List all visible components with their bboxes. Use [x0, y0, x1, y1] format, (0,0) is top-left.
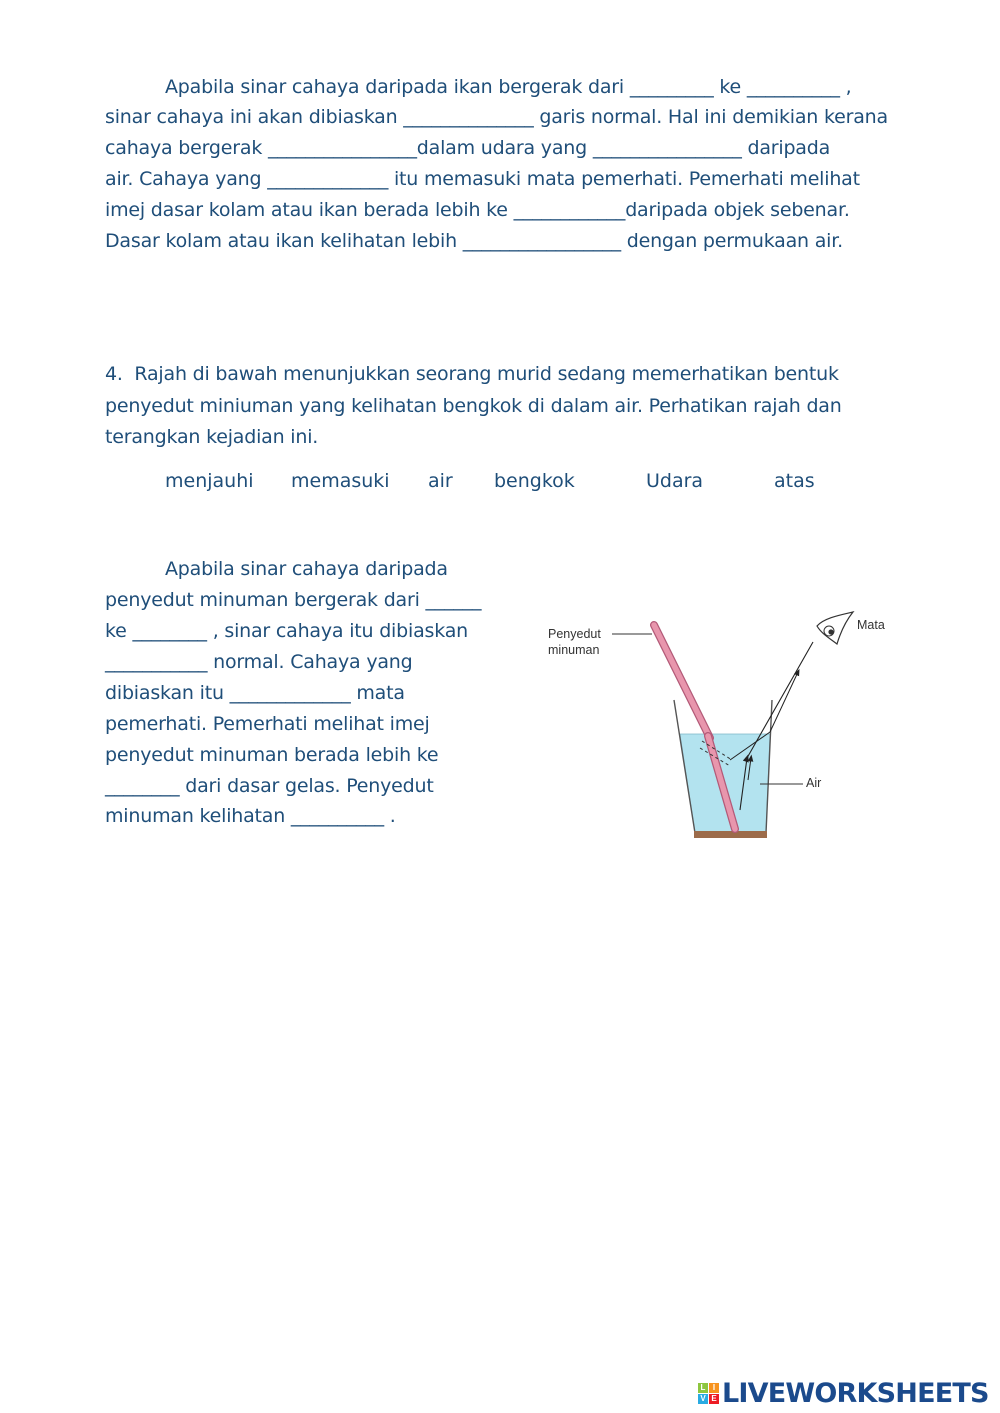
word-bank-item[interactable]: memasuki — [291, 470, 390, 492]
glass-base — [694, 831, 767, 838]
passage-1-line: Dasar kolam atau ikan kelihatan lebih _________________ dengan permukaan air. — [105, 230, 843, 252]
passage-2-line: ke ________ , sinar cahaya itu dibiaskan — [105, 620, 468, 642]
passage-2-line: ________ dari dasar gelas. Penyedut — [105, 775, 434, 797]
logo-letter: E — [709, 1394, 719, 1404]
passage-2-line: pemerhati. Pemerhati melihat imej — [105, 713, 430, 735]
passage-1-line: Apabila sinar cahaya daripada ikan bergerak dari _________ ke __________ , — [165, 76, 852, 98]
straw-fill — [654, 625, 710, 738]
passage-2-line: ___________ normal. Cahaya yang — [105, 651, 413, 673]
passage-2-line: penyedut minuman berada lebih ke — [105, 744, 439, 766]
logo-letter: V — [698, 1394, 708, 1404]
liveworksheets-logo — [698, 1378, 989, 1408]
eye-label: Mata — [857, 618, 885, 632]
straw-label: Penyedut — [548, 627, 601, 641]
light-ray — [770, 672, 798, 732]
passage-1-line: cahaya bergerak ________________dalam udara yang ________________ daripada — [105, 137, 831, 159]
question-4-line: 4. Rajah di bawah menunjukkan seorang murid sedang memerhatikan bentuk — [105, 363, 839, 385]
logo-letter: I — [709, 1383, 719, 1393]
passage-2-line: dibiaskan itu _____________ mata — [105, 682, 405, 704]
logo-text: LIVEWORKSHEETS — [722, 1377, 989, 1409]
word-bank-item[interactable]: atas — [774, 470, 815, 492]
word-bank-item[interactable]: bengkok — [494, 470, 575, 492]
word-bank-item[interactable]: air — [428, 470, 453, 492]
passage-1-line: sinar cahaya ini akan dibiaskan ______________ garis normal. Hal ini demikian kerana — [105, 106, 888, 128]
passage-2-line: Apabila sinar cahaya daripada — [165, 558, 448, 580]
passage-1-line: air. Cahaya yang _____________ itu memasuki mata pemerhati. Pemerhati melihat — [105, 168, 860, 190]
straw-label: minuman — [548, 643, 600, 657]
passage-1-line: imej dasar kolam atau ikan berada lebih ke ____________daripada objek sebenar. — [105, 199, 850, 221]
passage-2-line: minuman kelihatan __________ . — [105, 805, 396, 827]
logo-letter: L — [698, 1383, 708, 1393]
passage-2-line: penyedut minuman bergerak dari ______ — [105, 589, 482, 611]
question-4-line: penyedut miniuman yang kelihatan bengkok di dalam air. Perhatikan rajah dan — [105, 395, 842, 417]
water-label: Air — [806, 776, 822, 790]
question-4-line: terangkan kejadian ini. — [105, 426, 319, 448]
logo-icon — [698, 1383, 719, 1404]
eye-icon — [817, 612, 853, 644]
word-bank-item[interactable]: menjauhi — [165, 470, 254, 492]
word-bank-item[interactable]: Udara — [646, 470, 704, 492]
